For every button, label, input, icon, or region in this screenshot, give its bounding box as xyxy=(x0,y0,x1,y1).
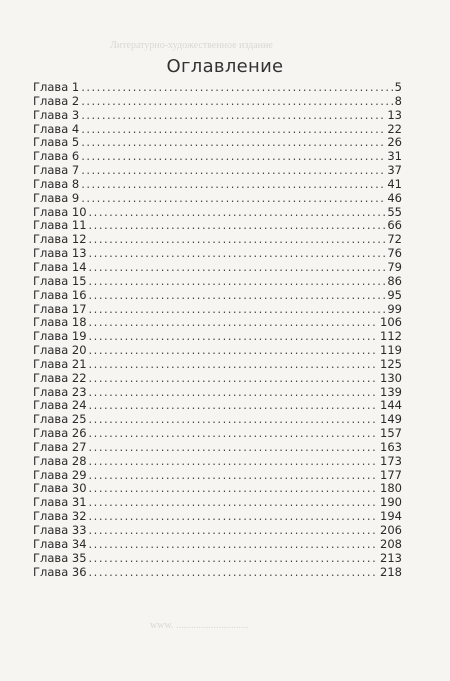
toc-entry-label: Глава 27 xyxy=(33,439,87,454)
toc-entry-page-number: 206 xyxy=(380,523,402,537)
toc-entry-page-number: 8 xyxy=(394,93,402,108)
toc-entry-page-number: 46 xyxy=(387,190,402,205)
toc-leader-dots xyxy=(89,552,379,566)
toc-entry xyxy=(33,330,402,344)
toc-entry-label: Глава 22 xyxy=(33,370,87,385)
toc-entry xyxy=(33,150,402,164)
toc-entry-label: Глава 21 xyxy=(33,356,87,371)
toc-entry-label: Глава 5 xyxy=(33,135,80,150)
toc-entry-label: Глава 16 xyxy=(33,287,87,302)
toc-leader-dots xyxy=(89,441,379,455)
toc-entry-page-number: 190 xyxy=(380,495,402,510)
toc-entry xyxy=(33,469,402,483)
toc-entry-page-number: 218 xyxy=(380,564,402,579)
toc-entry-page-number: 22 xyxy=(387,121,402,136)
toc-entry xyxy=(33,247,402,261)
toc-entry xyxy=(33,510,402,524)
toc-entry xyxy=(33,496,402,510)
toc-entry-page-number: 157 xyxy=(380,426,402,441)
toc-leader-dots xyxy=(81,109,385,123)
toc-entry xyxy=(33,164,402,178)
toc-entry-label: Глава 9 xyxy=(33,190,80,205)
toc-entry-label: Глава 8 xyxy=(33,176,80,191)
toc-entry xyxy=(33,455,402,469)
toc-entry xyxy=(33,552,402,566)
bleed-through-text-top: Литературно-художественное издание xyxy=(110,40,273,51)
toc-leader-dots xyxy=(89,455,379,469)
toc-entry-page-number: 26 xyxy=(387,135,402,150)
toc-entry xyxy=(33,524,402,538)
toc-entry-page-number: 208 xyxy=(380,536,402,551)
toc-leader-dots xyxy=(89,330,379,344)
toc-leader-dots xyxy=(81,123,385,137)
toc-entry-label: Глава 32 xyxy=(33,509,87,524)
toc-entry xyxy=(33,413,402,427)
toc-leader-dots xyxy=(89,275,386,289)
toc-entry-label: Глава 20 xyxy=(33,343,87,358)
toc-entry-page-number: 173 xyxy=(380,453,402,468)
toc-leader-dots xyxy=(89,358,379,372)
toc-entry-label: Глава 35 xyxy=(33,550,87,565)
toc-entry-label: Глава 28 xyxy=(33,453,87,468)
toc-entry-label: Глава 13 xyxy=(33,246,87,261)
toc-entry-page-number: 139 xyxy=(380,384,402,399)
toc-entry-label: Глава 1 xyxy=(33,80,80,94)
toc-leader-dots xyxy=(89,538,379,552)
toc-leader-dots xyxy=(89,510,379,524)
toc-entry xyxy=(33,427,402,441)
toc-entry-label: Глава 19 xyxy=(33,329,87,344)
toc-entry-label: Глава 11 xyxy=(33,218,87,233)
toc-leader-dots xyxy=(89,289,386,303)
toc-leader-dots xyxy=(89,247,386,261)
toc-entry-label: Глава 18 xyxy=(33,315,87,330)
toc-leader-dots xyxy=(81,178,385,192)
toc-entry xyxy=(33,206,402,220)
toc-entry-page-number: 55 xyxy=(387,204,402,219)
toc-entry-label: Глава 31 xyxy=(33,495,87,510)
toc-leader-dots xyxy=(89,316,379,330)
toc-entry xyxy=(33,303,402,317)
toc-entry-label: Глава 24 xyxy=(33,398,87,413)
toc-entry-label: Глава 15 xyxy=(33,273,87,288)
toc-entry-page-number: 86 xyxy=(387,273,402,288)
toc-entry-page-number: 177 xyxy=(380,467,402,482)
toc-leader-dots xyxy=(89,206,386,220)
toc-entry-page-number: 194 xyxy=(380,509,402,524)
toc-entry xyxy=(33,136,402,150)
toc-leader-dots xyxy=(81,164,385,178)
toc-entry-page-number: 31 xyxy=(387,149,402,164)
toc-entry-label: Глава 34 xyxy=(33,536,87,551)
toc-entry-label: Глава 14 xyxy=(33,259,87,274)
toc-entry xyxy=(33,123,402,137)
toc-entry-page-number: 37 xyxy=(387,163,402,178)
toc-entry-label: Глава 25 xyxy=(33,412,87,427)
toc-leader-dots xyxy=(89,469,379,483)
toc-entry-page-number: 119 xyxy=(380,343,402,358)
toc-entry-label: Глава 7 xyxy=(33,163,80,178)
toc-leader-dots xyxy=(89,413,379,427)
toc-entry-label: Глава 33 xyxy=(33,523,87,537)
toc-entry xyxy=(33,95,402,109)
toc-entry-page-number: 125 xyxy=(380,356,402,371)
toc-entry-label: Глава 12 xyxy=(33,232,87,247)
toc-entry xyxy=(33,399,402,413)
toc-entry xyxy=(33,81,402,95)
toc-entry-page-number: 79 xyxy=(387,259,402,274)
toc-entry xyxy=(33,275,402,289)
toc-entry-label: Глава 6 xyxy=(33,149,80,164)
toc-entry-label: Глава 3 xyxy=(33,107,80,122)
toc-entry-page-number: 130 xyxy=(380,370,402,385)
toc-entry-page-number: 41 xyxy=(387,176,402,191)
toc-entry-page-number: 76 xyxy=(387,246,402,261)
toc-leader-dots xyxy=(89,372,379,386)
toc-entry-label: Глава 29 xyxy=(33,467,87,482)
toc-leader-dots xyxy=(89,386,379,400)
toc-leader-dots xyxy=(89,399,379,413)
toc-entry-page-number: 66 xyxy=(387,218,402,233)
toc-leader-dots xyxy=(89,566,379,580)
toc-entry-page-number: 95 xyxy=(387,287,402,302)
toc-leader-dots xyxy=(89,344,379,358)
toc-entry xyxy=(33,386,402,400)
toc-entry-label: Глава 23 xyxy=(33,384,87,399)
toc-leader-dots xyxy=(81,192,385,206)
toc-entry xyxy=(33,316,402,330)
toc-entry-page-number: 144 xyxy=(380,398,402,413)
toc-entry xyxy=(33,441,402,455)
toc-entry xyxy=(33,219,402,233)
toc-entry xyxy=(33,482,402,496)
toc-entry xyxy=(33,372,402,386)
toc-leader-dots xyxy=(89,496,379,510)
toc-entry-page-number: 163 xyxy=(380,439,402,454)
toc-entry xyxy=(33,178,402,192)
toc-entry xyxy=(33,192,402,206)
toc-leader-dots xyxy=(89,524,379,538)
toc-leader-dots xyxy=(89,482,379,496)
toc-leader-dots xyxy=(89,303,386,317)
toc-entry-page-number: 13 xyxy=(387,107,402,122)
toc-entry xyxy=(33,344,402,358)
toc-entry-page-number: 112 xyxy=(380,329,402,344)
bleed-through-text-bottom: www. ............................. xyxy=(150,620,249,631)
toc-entry-page-number: 5 xyxy=(394,80,402,94)
toc-entry-page-number: 149 xyxy=(380,412,402,427)
toc-leader-dots xyxy=(81,81,392,95)
toc-entry-label: Глава 26 xyxy=(33,426,87,441)
toc-entry xyxy=(33,233,402,247)
table-of-contents xyxy=(33,81,402,579)
toc-entry xyxy=(33,109,402,123)
toc-entry xyxy=(33,289,402,303)
toc-leader-dots xyxy=(89,233,386,247)
toc-entry xyxy=(33,358,402,372)
toc-entry-label: Глава 30 xyxy=(33,481,87,496)
toc-leader-dots xyxy=(81,136,385,150)
toc-entry-page-number: 213 xyxy=(380,550,402,565)
toc-entry-label: Глава 36 xyxy=(33,564,87,579)
toc-leader-dots xyxy=(89,427,379,441)
toc-entry-page-number: 99 xyxy=(387,301,402,316)
toc-entry-label: Глава 2 xyxy=(33,93,80,108)
toc-leader-dots xyxy=(81,95,392,109)
toc-leader-dots xyxy=(81,150,385,164)
page-title: Оглавление xyxy=(166,56,284,77)
toc-leader-dots xyxy=(89,219,386,233)
toc-entry-page-number: 180 xyxy=(380,481,402,496)
toc-entry xyxy=(33,261,402,275)
toc-entry xyxy=(33,566,402,580)
toc-leader-dots xyxy=(89,261,386,275)
toc-entry-label: Глава 10 xyxy=(33,204,87,219)
toc-entry-page-number: 106 xyxy=(380,315,402,330)
toc-entry-label: Глава 17 xyxy=(33,301,87,316)
toc-entry-page-number: 72 xyxy=(387,232,402,247)
toc-entry xyxy=(33,538,402,552)
toc-entry-label: Глава 4 xyxy=(33,121,80,136)
